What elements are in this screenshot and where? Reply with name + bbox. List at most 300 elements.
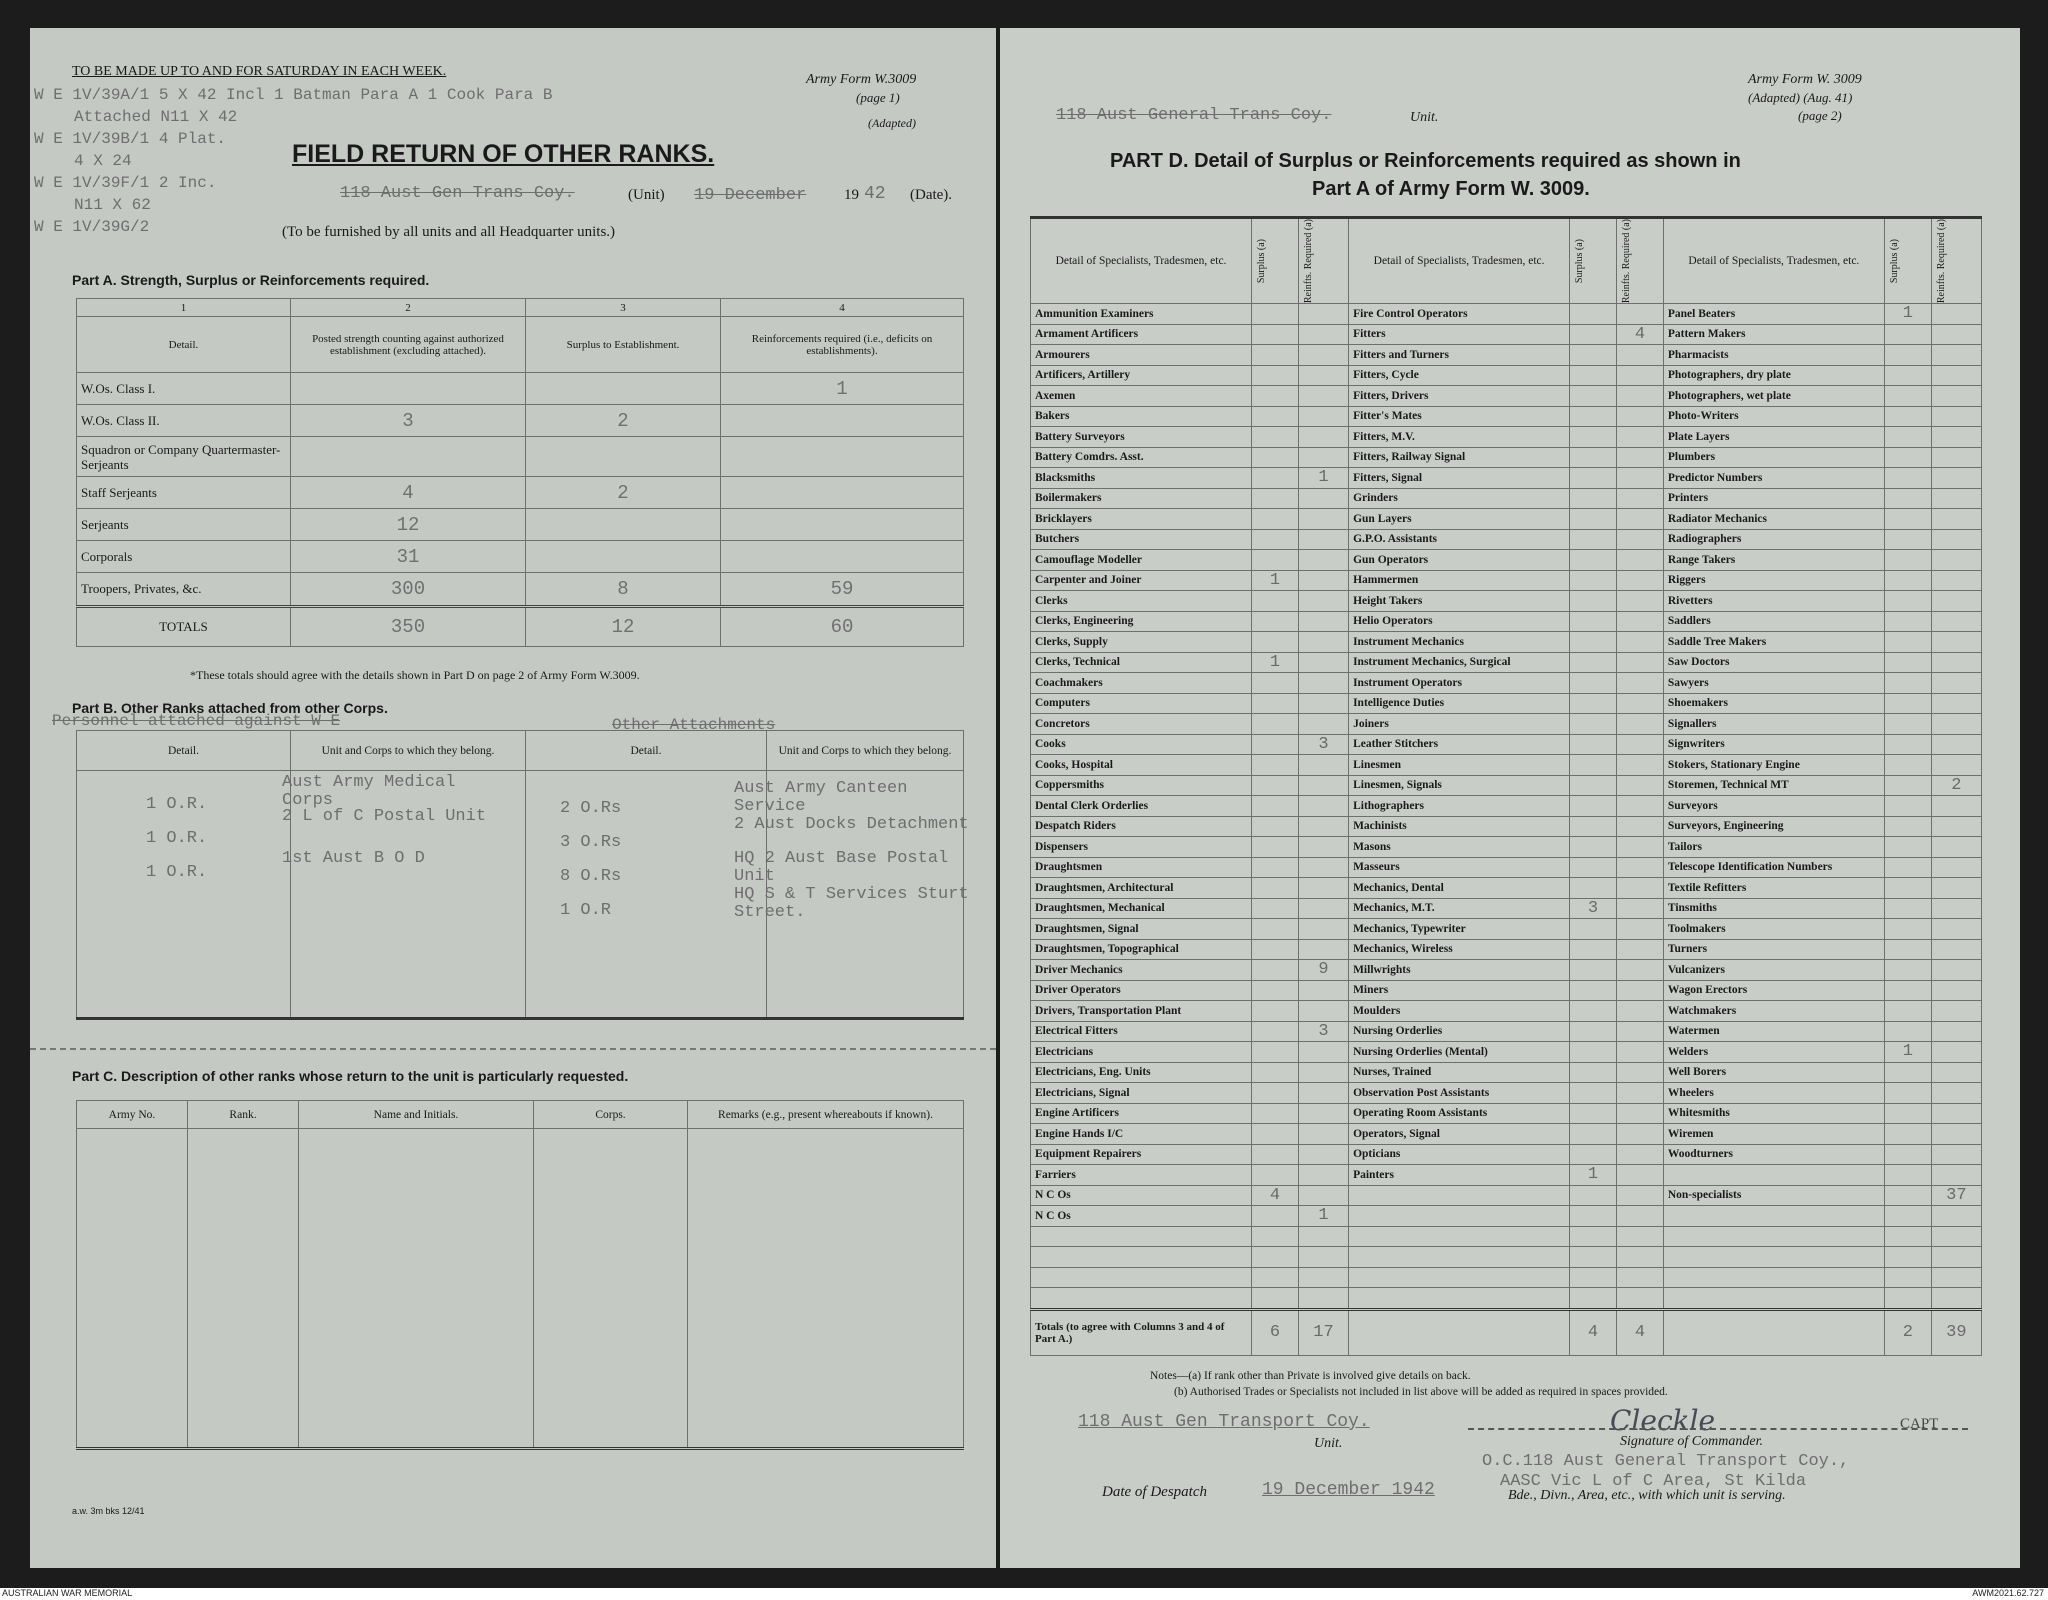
trade-name: Farriers	[1031, 1165, 1252, 1186]
trade-name: Height Takers	[1349, 591, 1570, 612]
form-title: FIELD RETURN OF OTHER RANKS.	[292, 140, 715, 168]
attached-detail: 2 O.Rs	[560, 799, 622, 818]
part-c-table	[76, 1100, 964, 1450]
col-header: Unit and Corps to which they belong.	[291, 731, 526, 771]
table-row	[1031, 652, 1982, 673]
reinf-value	[1931, 837, 1981, 858]
surplus-value	[1252, 939, 1299, 960]
reinf-value	[1616, 1124, 1663, 1145]
footer-unit: 118 Aust Gen Transport Coy.	[1078, 1412, 1370, 1432]
surplus-value	[1570, 550, 1617, 571]
surplus-value	[1252, 386, 1299, 407]
surplus-value	[1884, 1226, 1931, 1247]
trade-name: Computers	[1031, 693, 1252, 714]
reinf-value	[1298, 673, 1348, 694]
reinf-value	[1298, 755, 1348, 776]
surplus-value	[1570, 632, 1617, 653]
trade-name: Radiographers	[1663, 529, 1884, 550]
reinf-value	[1298, 1103, 1348, 1124]
surplus-value	[1884, 878, 1931, 899]
trade-name: Battery Comdrs. Asst.	[1031, 447, 1252, 468]
table-row	[77, 437, 964, 477]
table-row	[1031, 529, 1982, 550]
reinf-value	[1298, 386, 1348, 407]
reinf-value	[1931, 550, 1981, 571]
table-row	[1031, 837, 1982, 858]
surplus-value	[1570, 345, 1617, 366]
trade-name: Axemen	[1031, 386, 1252, 407]
col-header: Detail.	[77, 317, 291, 373]
surplus-value	[1570, 1185, 1617, 1206]
trade-name: Fitter's Mates	[1349, 406, 1570, 427]
trade-name: Wheelers	[1663, 1083, 1884, 1104]
surplus-value	[1252, 714, 1299, 735]
reinf-value	[1616, 796, 1663, 817]
unit-label: (Unit)	[628, 187, 665, 203]
surplus-value	[1570, 324, 1617, 345]
totals-label: Totals (to agree with Columns 3 and 4 of Part A.)	[1031, 1309, 1252, 1355]
trade-name: Surveyors, Engineering	[1663, 816, 1884, 837]
surplus-value	[1252, 980, 1299, 1001]
trade-name: Camouflage Modeller	[1031, 550, 1252, 571]
surplus-value	[1252, 837, 1299, 858]
row-label: Corporals	[77, 541, 291, 573]
reinf-value	[1931, 714, 1981, 735]
reinf-value	[1616, 837, 1663, 858]
trade-name: Bricklayers	[1031, 509, 1252, 530]
surplus-total: 12	[526, 607, 721, 647]
reinf-value	[1931, 652, 1981, 673]
surplus-value	[1570, 652, 1617, 673]
col-header: Detail.	[77, 731, 291, 771]
reinf-value	[1616, 1267, 1663, 1288]
trade-name: Boilermakers	[1031, 488, 1252, 509]
table-row	[1031, 427, 1982, 448]
reinf-value	[1931, 1206, 1981, 1227]
col-header: Surplus to Establishment.	[526, 317, 721, 373]
surplus-value	[1252, 1247, 1299, 1268]
date-label: (Date).	[910, 187, 953, 203]
trade-name: Joiners	[1349, 714, 1570, 735]
surplus-value	[1252, 406, 1299, 427]
attached-unit: 2 L of C Postal Unit	[282, 807, 487, 826]
reinf-value	[1616, 427, 1663, 448]
trade-name: Whitesmiths	[1663, 1103, 1884, 1124]
surplus-value	[1252, 857, 1299, 878]
surplus-value	[1252, 1124, 1299, 1145]
attached-unit: Aust Army Canteen Service	[734, 779, 908, 816]
surplus-value	[1884, 550, 1931, 571]
surplus-value	[526, 437, 721, 477]
reinf-value	[1298, 529, 1348, 550]
surplus-value	[1884, 1021, 1931, 1042]
trade-name	[1031, 1267, 1252, 1288]
table-row	[77, 573, 964, 607]
trade-name: Instrument Operators	[1349, 673, 1570, 694]
reinf-value	[1298, 427, 1348, 448]
col-number: 4	[721, 299, 964, 317]
posted-value: 300	[291, 573, 526, 607]
trade-name: Coppersmiths	[1031, 775, 1252, 796]
surplus-value	[1884, 714, 1931, 735]
surplus-value	[1884, 1288, 1931, 1310]
reinf-value	[1298, 345, 1348, 366]
trade-name: Equipment Repairers	[1031, 1144, 1252, 1165]
surplus-value	[1252, 611, 1299, 632]
surplus-value	[1884, 570, 1931, 591]
surplus-total: 4	[1570, 1309, 1617, 1355]
col-header: Reinfts. Required (a)	[1935, 219, 1947, 304]
reinf-value	[721, 477, 964, 509]
trade-name: Fire Control Operators	[1349, 304, 1570, 325]
surplus-value	[1570, 960, 1617, 981]
reinf-value	[1616, 386, 1663, 407]
attached-left-units	[282, 774, 492, 884]
surplus-value	[1252, 960, 1299, 981]
reinf-value	[721, 509, 964, 541]
reinf-value	[1298, 837, 1348, 858]
trade-name: Telescope Identification Numbers	[1663, 857, 1884, 878]
reinf-value	[1931, 857, 1981, 878]
trade-name: Tailors	[1663, 837, 1884, 858]
table-row	[1031, 939, 1982, 960]
reinf-total: 17	[1298, 1309, 1348, 1355]
trade-name: Fitters, Cycle	[1349, 365, 1570, 386]
trade-name: Photographers, wet plate	[1663, 386, 1884, 407]
reinf-value	[1298, 898, 1348, 919]
adapted-label: (Adapted) (Aug. 41)	[1748, 90, 1853, 105]
totals-row	[77, 607, 964, 647]
trade-name: Artificers, Artillery	[1031, 365, 1252, 386]
table-row	[1031, 1103, 1982, 1124]
surplus-value	[1252, 550, 1299, 571]
reinf-value	[1931, 1042, 1981, 1063]
surplus-value: 1	[1884, 304, 1931, 325]
trade-name: Engine Hands I/C	[1031, 1124, 1252, 1145]
trade-name: Fitters, Signal	[1349, 468, 1570, 489]
trade-name	[1031, 1247, 1252, 1268]
trade-name: Battery Surveyors	[1031, 427, 1252, 448]
table-row	[1031, 611, 1982, 632]
reinf-value	[1298, 1001, 1348, 1022]
reinf-value	[1616, 1042, 1663, 1063]
trade-name	[1663, 1247, 1884, 1268]
col-header: Remarks (e.g., present whereabouts if known).	[688, 1101, 964, 1129]
reinf-value	[1931, 960, 1981, 981]
trade-name: Photographers, dry plate	[1663, 365, 1884, 386]
reinf-value	[1931, 673, 1981, 694]
reinf-value	[1298, 919, 1348, 940]
trade-name: Driver Operators	[1031, 980, 1252, 1001]
part-c-heading: Part C. Description of other ranks whose return to the unit is particularly requested.	[72, 1068, 629, 1084]
attached-detail: 1 O.R.	[146, 829, 208, 848]
surplus-value	[1252, 1165, 1299, 1186]
table-row	[1031, 632, 1982, 653]
surplus-value	[1570, 816, 1617, 837]
reinf-value	[1616, 632, 1663, 653]
surplus-value	[1884, 1267, 1931, 1288]
attached-unit: 1st Aust B O D	[282, 849, 425, 868]
reinf-value	[1931, 406, 1981, 427]
reinf-value	[1931, 919, 1981, 940]
trade-name: Plate Layers	[1663, 427, 1884, 448]
trade-name	[1349, 1267, 1570, 1288]
trade-name: Saw Doctors	[1663, 652, 1884, 673]
trade-name: Fitters, Drivers	[1349, 386, 1570, 407]
reinf-value	[1931, 1144, 1981, 1165]
reinf-value	[1616, 611, 1663, 632]
reinf-value	[1298, 447, 1348, 468]
footer-unit-label: Unit.	[1314, 1436, 1343, 1451]
reinf-value	[1616, 960, 1663, 981]
unit-name: 118 Aust Gen Trans Coy.	[340, 184, 575, 203]
table-row	[1031, 775, 1982, 796]
reinf-value	[1616, 1247, 1663, 1268]
trade-name: Armament Artificers	[1031, 324, 1252, 345]
trade-name: Gun Operators	[1349, 550, 1570, 571]
reinf-value	[1616, 1288, 1663, 1310]
reinf-value	[1931, 1165, 1981, 1186]
reinf-value	[1931, 1247, 1981, 1268]
col-header: Army No.	[77, 1101, 188, 1129]
trade-name: Millwrights	[1349, 960, 1570, 981]
trade-name: Grinders	[1349, 488, 1570, 509]
trade-name: Hammermen	[1349, 570, 1570, 591]
reinf-value	[1298, 980, 1348, 1001]
reinf-value	[1298, 714, 1348, 735]
trade-name: Mechanics, Typewriter	[1349, 919, 1570, 940]
despatch-label: Date of Despatch	[1102, 1484, 1207, 1500]
reinf-value	[1931, 796, 1981, 817]
trade-name: Printers	[1663, 488, 1884, 509]
surplus-value	[1570, 1083, 1617, 1104]
trade-name: Mechanics, M.T.	[1349, 898, 1570, 919]
trade-name: Non-specialists	[1663, 1185, 1884, 1206]
reinf-value: 59	[721, 573, 964, 607]
commander-signature: Cleckle	[1610, 1404, 1716, 1437]
surplus-value	[1252, 878, 1299, 899]
surplus-value	[1570, 1001, 1617, 1022]
table-row	[77, 405, 964, 437]
reinf-value	[1298, 1267, 1348, 1288]
trade-name	[1663, 1288, 1884, 1310]
surplus-value	[1884, 468, 1931, 489]
reinf-value	[1298, 1247, 1348, 1268]
reinf-value	[1616, 652, 1663, 673]
attached-heading-right: Other Attachments	[612, 716, 776, 734]
trade-name	[1031, 1226, 1252, 1247]
surplus-value	[1570, 878, 1617, 899]
reinf-value: 37	[1931, 1185, 1981, 1206]
trade-name: Welders	[1663, 1042, 1884, 1063]
surplus-value	[1252, 591, 1299, 612]
trade-name: Fitters and Turners	[1349, 345, 1570, 366]
reinf-value	[1931, 509, 1981, 530]
trade-name: Watchmakers	[1663, 1001, 1884, 1022]
table-row	[1031, 898, 1982, 919]
surplus-value	[1570, 1247, 1617, 1268]
surplus-value	[1570, 406, 1617, 427]
table-row	[1031, 816, 1982, 837]
surplus-value	[1884, 693, 1931, 714]
trade-name: Signallers	[1663, 714, 1884, 735]
reinf-value	[1298, 509, 1348, 530]
trade-name	[1349, 1247, 1570, 1268]
trade-name: Bakers	[1031, 406, 1252, 427]
surplus-value: 2	[526, 405, 721, 437]
row-label: W.Os. Class II.	[77, 405, 291, 437]
surplus-value	[1252, 1288, 1299, 1310]
surplus-value	[1884, 1185, 1931, 1206]
form-page-2	[1000, 28, 2020, 1568]
surplus-value	[1884, 447, 1931, 468]
surplus-value	[1570, 693, 1617, 714]
surplus-value	[1884, 1083, 1931, 1104]
trade-name: Woodturners	[1663, 1144, 1884, 1165]
trade-name	[1663, 1165, 1884, 1186]
surplus-value	[1884, 755, 1931, 776]
reinf-value	[1298, 816, 1348, 837]
reinf-total: 4	[1616, 1309, 1663, 1355]
trade-name: Textile Refitters	[1663, 878, 1884, 899]
reinf-value	[1931, 632, 1981, 653]
reinf-value	[1616, 1185, 1663, 1206]
surplus-value	[1884, 591, 1931, 612]
reinf-value	[1931, 570, 1981, 591]
surplus-value	[1252, 1144, 1299, 1165]
surplus-value	[1884, 1124, 1931, 1145]
margin-note: W E 1V/39B/1 4 Plat.	[34, 130, 227, 148]
surplus-value	[1884, 1062, 1931, 1083]
table-row	[1031, 1185, 1982, 1206]
trade-name: Electricians	[1031, 1042, 1252, 1063]
reinf-value: 3	[1298, 734, 1348, 755]
attached-unit: HQ 2 Aust Base Postal Unit	[734, 849, 949, 886]
trade-name: Wagon Erectors	[1663, 980, 1884, 1001]
surplus-value	[1570, 1288, 1617, 1310]
row-label: W.Os. Class I.	[77, 373, 291, 405]
trade-name: Draughtsmen, Signal	[1031, 919, 1252, 940]
surplus-value	[1252, 509, 1299, 530]
trade-name	[1349, 1226, 1570, 1247]
archive-ref: AWM2021.62.727	[1972, 1588, 2044, 1598]
trade-name: Clerks, Engineering	[1031, 611, 1252, 632]
totals-row	[1031, 1309, 1982, 1355]
reinf-value	[1298, 1185, 1348, 1206]
surplus-value	[1570, 1021, 1617, 1042]
surplus-value	[1884, 427, 1931, 448]
surplus-value: 1	[1252, 652, 1299, 673]
surplus-total: 6	[1252, 1309, 1299, 1355]
trade-name: Drivers, Transportation Plant	[1031, 1001, 1252, 1022]
form-page-1	[30, 28, 996, 1568]
reinf-value	[1298, 365, 1348, 386]
reinf-value	[1298, 796, 1348, 817]
trade-name: Pharmacists	[1663, 345, 1884, 366]
surplus-value	[1884, 796, 1931, 817]
table-row	[1031, 1267, 1982, 1288]
trade-name: Electrical Fitters	[1031, 1021, 1252, 1042]
trade-name	[1663, 1206, 1884, 1227]
surplus-value	[1570, 468, 1617, 489]
surplus-value: 1	[1570, 1165, 1617, 1186]
reinf-value	[1616, 898, 1663, 919]
trade-name: Moulders	[1349, 1001, 1570, 1022]
surplus-value	[1884, 898, 1931, 919]
reinf-value	[1298, 591, 1348, 612]
trade-name: Gun Layers	[1349, 509, 1570, 530]
trade-name: Leather Stitchers	[1349, 734, 1570, 755]
trade-name: Carpenter and Joiner	[1031, 570, 1252, 591]
attached-detail: 1 O.R.	[146, 795, 208, 814]
reinf-value	[1616, 919, 1663, 940]
col-header: Surplus (a)	[1888, 238, 1900, 284]
surplus-value	[1570, 1042, 1617, 1063]
totals-label: TOTALS	[77, 607, 291, 647]
surplus-value	[1570, 1226, 1617, 1247]
surplus-value	[1252, 1062, 1299, 1083]
surplus-value	[1884, 611, 1931, 632]
surplus-value	[1252, 632, 1299, 653]
commander-rank: CAPT	[1900, 1416, 1939, 1432]
reinf-value	[1616, 1103, 1663, 1124]
reinf-value	[721, 405, 964, 437]
surplus-value	[1252, 324, 1299, 345]
reinf-value	[1298, 550, 1348, 571]
surplus-value	[1570, 796, 1617, 817]
trade-name: N C Os	[1031, 1206, 1252, 1227]
reinf-value	[721, 541, 964, 573]
page-number: (page 1)	[856, 90, 900, 105]
surplus-value	[1252, 1042, 1299, 1063]
surplus-total: 2	[1884, 1309, 1931, 1355]
table-row	[1031, 1124, 1982, 1145]
reinf-value: 2	[1931, 775, 1981, 796]
surplus-value	[1570, 755, 1617, 776]
attached-right-details	[560, 792, 621, 928]
table-row	[1031, 1083, 1982, 1104]
trade-name: Instrument Mechanics, Surgical	[1349, 652, 1570, 673]
reinf-value: 9	[1298, 960, 1348, 981]
surplus-value	[1570, 447, 1617, 468]
trade-name: Well Borers	[1663, 1062, 1884, 1083]
despatch-date: 19 December 1942	[1262, 1480, 1435, 1500]
trade-name: Masons	[1349, 837, 1570, 858]
surplus-value	[1570, 980, 1617, 1001]
attached-detail: 3 O.Rs	[560, 833, 622, 852]
trade-name: Wiremen	[1663, 1124, 1884, 1145]
reinf-value	[1616, 1144, 1663, 1165]
surplus-value	[1252, 1001, 1299, 1022]
reinf-value	[1616, 550, 1663, 571]
reinf-value	[1298, 1226, 1348, 1247]
reinf-value	[1298, 857, 1348, 878]
surplus-value	[1884, 652, 1931, 673]
reinf-value	[1931, 591, 1981, 612]
reinf-value	[1931, 488, 1981, 509]
part-d-title: PART D. Detail of Surplus or Reinforcements required as shown in	[1110, 150, 1741, 172]
reinf-value	[1616, 304, 1663, 325]
row-label: Staff Serjeants	[77, 477, 291, 509]
col-header: Detail of Specialists, Tradesmen, etc.	[1349, 218, 1570, 304]
top-instruction: TO BE MADE UP TO AND FOR SATURDAY IN EACH WEEK.	[72, 64, 447, 79]
col-header: Detail of Specialists, Tradesmen, etc.	[1031, 218, 1252, 304]
table-row	[1031, 591, 1982, 612]
table-row	[1031, 365, 1982, 386]
trade-name: G.P.O. Assistants	[1349, 529, 1570, 550]
adapted-label: (Adapted)	[868, 116, 916, 130]
reinf-value	[1931, 734, 1981, 755]
